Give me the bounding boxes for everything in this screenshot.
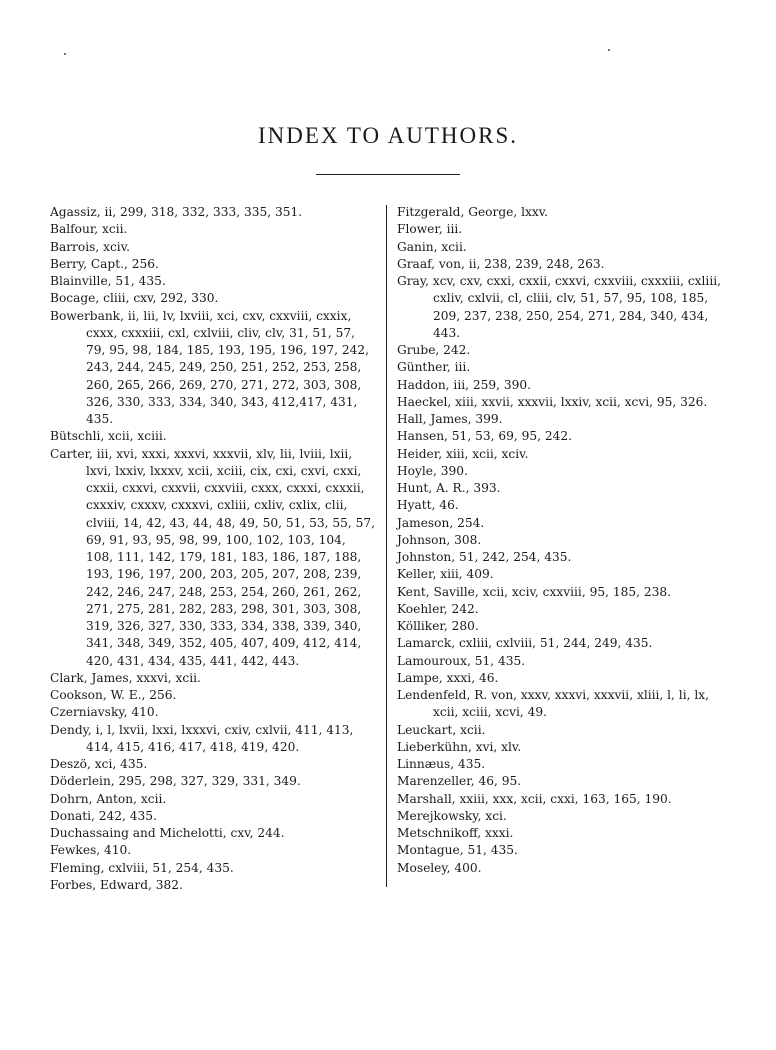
index-entry: Lampe, xxxi, 46. [397, 670, 499, 685]
index-entry: Lieberkühn, xvi, xlv. [397, 739, 522, 754]
index-entry: Blainville, 51, 435. [50, 274, 166, 288]
index-entry: Bütschli, xcii, xciii. [50, 429, 167, 444]
index-entry: Czerniavsky, 410. [50, 705, 159, 720]
index-entry: Donati, 242, 435. [50, 808, 157, 823]
left-column [50, 204, 375, 894]
index-entry: Hansen, 51, 53, 69, 95, 242. [397, 429, 572, 444]
index-entry: Kölliker, 280. [397, 619, 479, 633]
index-entry: Linnæus, 435. [397, 757, 486, 771]
index-entry: Graaf, von, ii, 238, 239, 248, 263. [397, 256, 605, 271]
index-entry: Marenzeller, 46, 95. [397, 774, 522, 789]
index-entry: Ganin, xcii. [397, 239, 467, 254]
column-divider [386, 205, 387, 887]
index-entry: Fewkes, 410. [50, 843, 132, 858]
index-entry: Metschnikoff, xxxi. [397, 826, 514, 840]
index-entry: Gray, xcv, cxv, cxxi, cxxii, cxxvi, cxxviii, cxxxiii, cxliii, cxliv, cxlvii, cl, cliii, clv, 51, 57, 95, 108, 185, 209, 237, 238, 250, 254, 271, 284, 340, 434, 443. [397, 274, 721, 340]
index-entry: Dohrn, Anton, xcii. [50, 791, 167, 806]
corner-mark-left [64, 53, 66, 55]
index-entry: Flower, iii. [397, 222, 463, 237]
index-entry: Döderlein, 295, 298, 327, 329, 331, 349. [50, 774, 301, 789]
right-column [397, 204, 727, 877]
index-entry: Johnston, 51, 242, 254, 435. [397, 550, 572, 564]
index-entry: Heider, xiii, xcii, xciv. [397, 446, 529, 461]
index-entry: Montague, 51, 435. [397, 843, 518, 858]
index-entry: Carter, iii, xvi, xxxi, xxxvi, xxxvii, xlv, lii, lviii, lxii, lxvi, lxxiv, lxxxv, xcii, xciii, cix, cxi, cxvi, cxxi, cxxii, cxxvi, cxxvii, cxxviii, cxxx, cxxxi, cxxxii, cxxxiv, cxxxv, cxxxvi, cxliii, cxliv, cxlix, clii, clviii, 14, 42, 43, 44, 48, 49, 50, 51, 53, 55, 57, 69, 91, 93, 95, 98, 99, 100, 102, 103, 104, 108, 111, 142, 179, 181, 183, 186, 187, 188, 193, 196, 197, 200, 203, 205, 207, 208, 239, 242, 246, 247, 248, 253, 254, 260, 261, 262, 271, 275, 281, 282, 283, 298, 301, 303, 308, 319, 326, 327, 330, 333, 334, 338, 339, 340, 341, 348, 349, 352, 405, 407, 409, 412, 414, 420, 431, 434, 435, 441, 442, 443. [50, 446, 375, 668]
index-entry: Keller, xiii, 409. [397, 567, 494, 582]
index-entry: Lendenfeld, R. von, xxxv, xxxvi, xxxvii, xliii, l, li, lx, xcii, xciii, xcvi, 49. [397, 688, 709, 720]
index-entry: Grube, 242. [397, 343, 471, 357]
index-entry: Günther, iii. [397, 360, 471, 375]
index-entry: Haddon, iii, 259, 390. [397, 377, 532, 392]
index-entry: Fleming, cxlviii, 51, 254, 435. [50, 860, 234, 875]
index-entry: Barrois, xciv. [50, 239, 131, 254]
index-entry: Balfour, xcii. [50, 222, 128, 237]
index-entry: Leuckart, xcii. [397, 722, 486, 737]
page-title: INDEX TO AUTHORS. [258, 123, 518, 149]
index-entry: Bocage, cliii, cxv, 292, 330. [50, 291, 219, 306]
index-entry: Johnson, 308. [397, 532, 482, 547]
index-entry: Jameson, 254. [397, 515, 485, 530]
index-entry: Moseley, 400. [397, 860, 482, 875]
title-rule [316, 174, 460, 175]
index-entry: Fitzgerald, George, lxxv. [397, 205, 549, 219]
index-entry: Berry, Capt., 256. [50, 256, 159, 271]
index-entry: Haeckel, xiii, xxvii, xxxvii, lxxiv, xcii, xcvi, 95, 326. [397, 394, 708, 409]
index-entry: Dendy, i, l, lxvii, lxxi, lxxxvi, cxiv, cxlvii, 411, 413, 414, 415, 416, 417, 418, 419, 420. [50, 722, 354, 754]
index-entry: Clark, James, xxxvi, xcii. [50, 670, 201, 685]
index-entry: Lamouroux, 51, 435. [397, 653, 526, 668]
index-entry: Hunt, A. R., 393. [397, 481, 501, 495]
index-entry: Hall, James, 399. [397, 412, 503, 426]
index-entry: Duchassaing and Michelotti, cxv, 244. [50, 826, 285, 840]
index-entry: Deszö, xci, 435. [50, 757, 148, 771]
index-entry: Lamarck, cxliii, cxlviii, 51, 244, 249, 435. [397, 636, 653, 651]
index-entry: Agassiz, ii, 299, 318, 332, 333, 335, 351. [50, 205, 303, 219]
index-entry: Bowerbank, ii, lii, lv, lxviii, xci, cxv, cxxviii, cxxix, cxxx, cxxxiii, cxl, cxlviii, cliv, clv, 31, 51, 57, 79, 95, 98, 184, 185, 193, 195, 196, 197, 242, 243, 244, 245, 249, 250, 251, 252, 253, 258, 260, 265, 266, 269, 270, 271, 272, 303, 308, 326, 330, 333, 334, 340, 343, 412,417, 431, 435. [50, 308, 369, 426]
index-entry: Koehler, 242. [397, 601, 479, 616]
index-entry: Hoyle, 390. [397, 463, 468, 478]
index-entry: Hyatt, 46. [397, 498, 459, 513]
index-entry: Kent, Saville, xcii, xciv, cxxviii, 95, 185, 238. [397, 584, 671, 599]
index-entry: Marshall, xxiii, xxx, xcii, cxxi, 163, 165, 190. [397, 791, 672, 806]
index-entry: Cookson, W. E., 256. [50, 688, 177, 702]
corner-mark-right [608, 49, 610, 51]
index-entry: Merejkowsky, xci. [397, 808, 507, 823]
index-entry: Forbes, Edward, 382. [50, 877, 183, 892]
